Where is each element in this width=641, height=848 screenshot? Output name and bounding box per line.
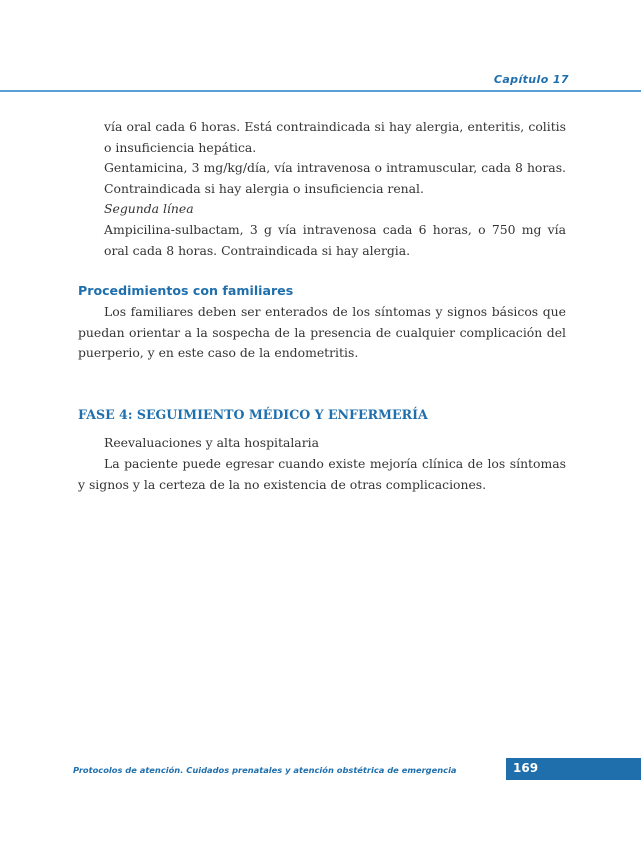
paragraph-ampicilina: Ampicilina-sulbactam, 3 g vía intravenosa cada 6 horas, o 750 mg vía oral cada 8 horas. Contraindicada si hay alergia. (104, 222, 566, 258)
paragraph-reevaluaciones: Reevaluaciones y alta hospitalaria (104, 435, 319, 450)
paragraph-egreso: La paciente puede egresar cuando existe mejoría clínica de los síntomas y signos y la certeza de la no existencia de otras complicaciones. (78, 456, 566, 492)
footer-title: Protocolos de atención. Cuidados prenatales y atención obstétrica de emergencia (73, 765, 457, 775)
section-heading-procedimientos: Procedimientos con familiares (78, 283, 294, 298)
paragraph-familiares: Los familiares deben ser enterados de los síntomas y signos básicos que puedan orientar a la sospecha de la presencia de cualquier complicación del puerperio, y en este caso de la endometritis. (78, 304, 566, 360)
paragraph-gentamicina: Gentamicina, 3 mg/kg/día, vía intravenosa o intramuscular, cada 8 horas. Contraindicada si hay alergia o insuficiencia renal. (104, 160, 566, 196)
section-heading-fase4: FASE 4: SEGUIMIENTO MÉDICO Y ENFERMERÍA (78, 407, 428, 422)
page-number: 169 (513, 761, 539, 775)
header-rule (0, 90, 641, 92)
chapter-label: Capítulo 17 (493, 73, 569, 86)
subheading-segunda-linea: Segunda línea (104, 201, 194, 216)
paragraph-via-oral: vía oral cada 6 horas. Está contraindicada si hay alergia, enteritis, colitis o insuficiencia hepática. (104, 119, 566, 155)
